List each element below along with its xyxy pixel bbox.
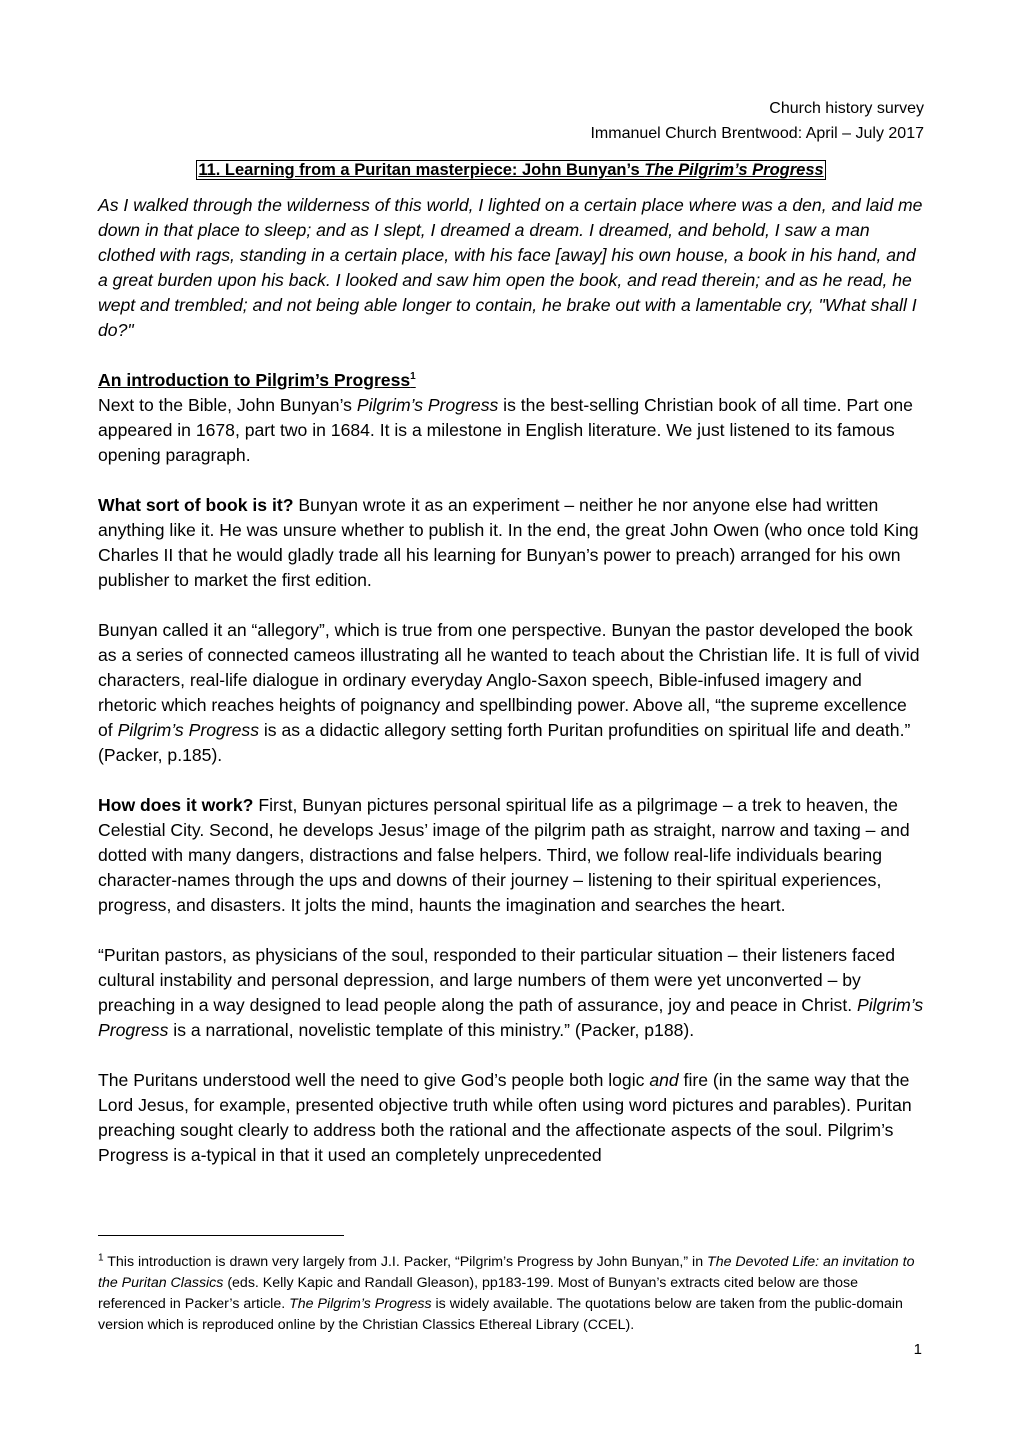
logic-paragraph: The Puritans understood well the need to give God’s people both logic and fire (in the same way that the Lord Jesus, for example, presented objective truth while often using word pictures and parables). Puritan preaching sought clearly to address both the rational and the affectionate aspects of the soul. Pilgrim’s Progress is a-typical in that it used an completely unprecedented	[98, 1070, 912, 1165]
how-text: First, Bunyan pictures personal spiritual life as a pilgrimage – a trek to heaven, the Celestial City. Second, he develops Jesus’ image of the pilgrim path as straight, narrow and taxing – and dotted with many dangers, distractions and false helpers. Third, we follow real-life individuals bearing character-names through the ups and downs of their journey – listening to their spiritual experiences, progress, and disasters. It jolts the mind, haunts the imagination and searches the heart.	[98, 795, 910, 915]
how-paragraph	[98, 793, 924, 918]
footnote-divider	[98, 1235, 344, 1236]
sort-text: Bunyan wrote it as an experiment – neither he nor anyone else had written anything like it. He was unsure whether to publish it. In the end, the great John Owen (who once told King Charles II that he would gladly trade all his learning for Bunyan’s power to preach) arranged for his own publisher to market the first edition.	[98, 495, 919, 590]
opening-quote: As I walked through the wilderness of this world, I lighted on a certain place where was a den, and laid me down in that place to sleep; and as I slept, I dreamed a dream. I dreamed, and behold, I saw a man clothed with rags, standing in a certain place, with his face [away] his own house, a book in his hand, and a great burden upon his back. I looked and saw him open the book, and read therein; and as he read, he wept and trembled; and not being able longer to contain, he brake out with a lamentable cry, "What shall I do?"	[98, 195, 923, 340]
title-book: The Pilgrim’s Progress	[644, 161, 824, 179]
pastors-paragraph: “Puritan pastors, as physicians of the soul, responded to their particular situation – their listeners faced cultural instability and personal depression, and large numbers of them were yet unconverted – by preaching in a way designed to lead people along the path of assurance, joy and peace in Christ. Pilgrim’s Progress is a narrational, novelistic template of this ministry.” (Packer, p188).	[98, 945, 924, 1040]
page-number: 1	[913, 1341, 922, 1358]
intro-section	[98, 368, 924, 468]
intro-text-b: is the best-selling Christian book of all time. Part one appeared in 1678, part two in 1684. It is a milestone in English literature. We just listened to its famous opening paragraph.	[98, 395, 913, 465]
document-body	[98, 193, 924, 1168]
footnote-number: 1	[98, 1252, 104, 1264]
allegory-paragraph: Bunyan called it an “allegory”, which is true from one perspective. Bunyan the pastor developed the book as a series of connected cameos illustrating all he wanted to teach about the Christian life. It is full of vivid characters, real-life dialogue in ordinary everyday Anglo-Saxon speech, Bible-infused imagery and rhetoric which reaches heights of poignancy and spellbinding power. Above all, “the supreme excellence of Pilgrim’s Progress is as a didactic allegory setting forth Puritan profundities on spiritual life and death.” (Packer, p.185).	[98, 620, 920, 765]
title-prefix: 11. Learning from a Puritan masterpiece: John Bunyan’s	[198, 161, 645, 179]
document-title	[98, 157, 924, 183]
intro-text-book: Pilgrim’s Progress	[356, 395, 499, 415]
document-page	[98, 96, 924, 1193]
sort-lead: What sort of book is it?	[98, 495, 294, 515]
how-lead: How does it work?	[98, 795, 254, 815]
footnote: $^1$ This introduction is drawn very largely from J.I. Packer, “Pilgrim’s Progress by John Bunyan,” in The Devoted Life: an invitation to the Puritan Classics (eds. Kelly Kapic and Randall Gleason), pp183-199. Most of Bunyan’s extracts cited below are those referenced in Packer’s article. The Pilgrim’s Progress is widely available. The quotations below are taken from the public-domain version which is reproduced online by the Christian Classics Ethereal Library (CCEL).	[98, 1252, 915, 1333]
header-line-1: Church history survey	[769, 100, 924, 117]
header-line-2: Immanuel Church Brentwood: April – July 2017	[590, 125, 924, 142]
footnote-ref[interactable]: 1	[410, 371, 416, 383]
sort-paragraph	[98, 493, 924, 593]
intro-heading: An introduction to Pilgrim’s Progress$^1$	[98, 370, 416, 390]
intro-text-a: Next to the Bible, John Bunyan’s	[98, 395, 357, 415]
page-header	[98, 96, 924, 146]
